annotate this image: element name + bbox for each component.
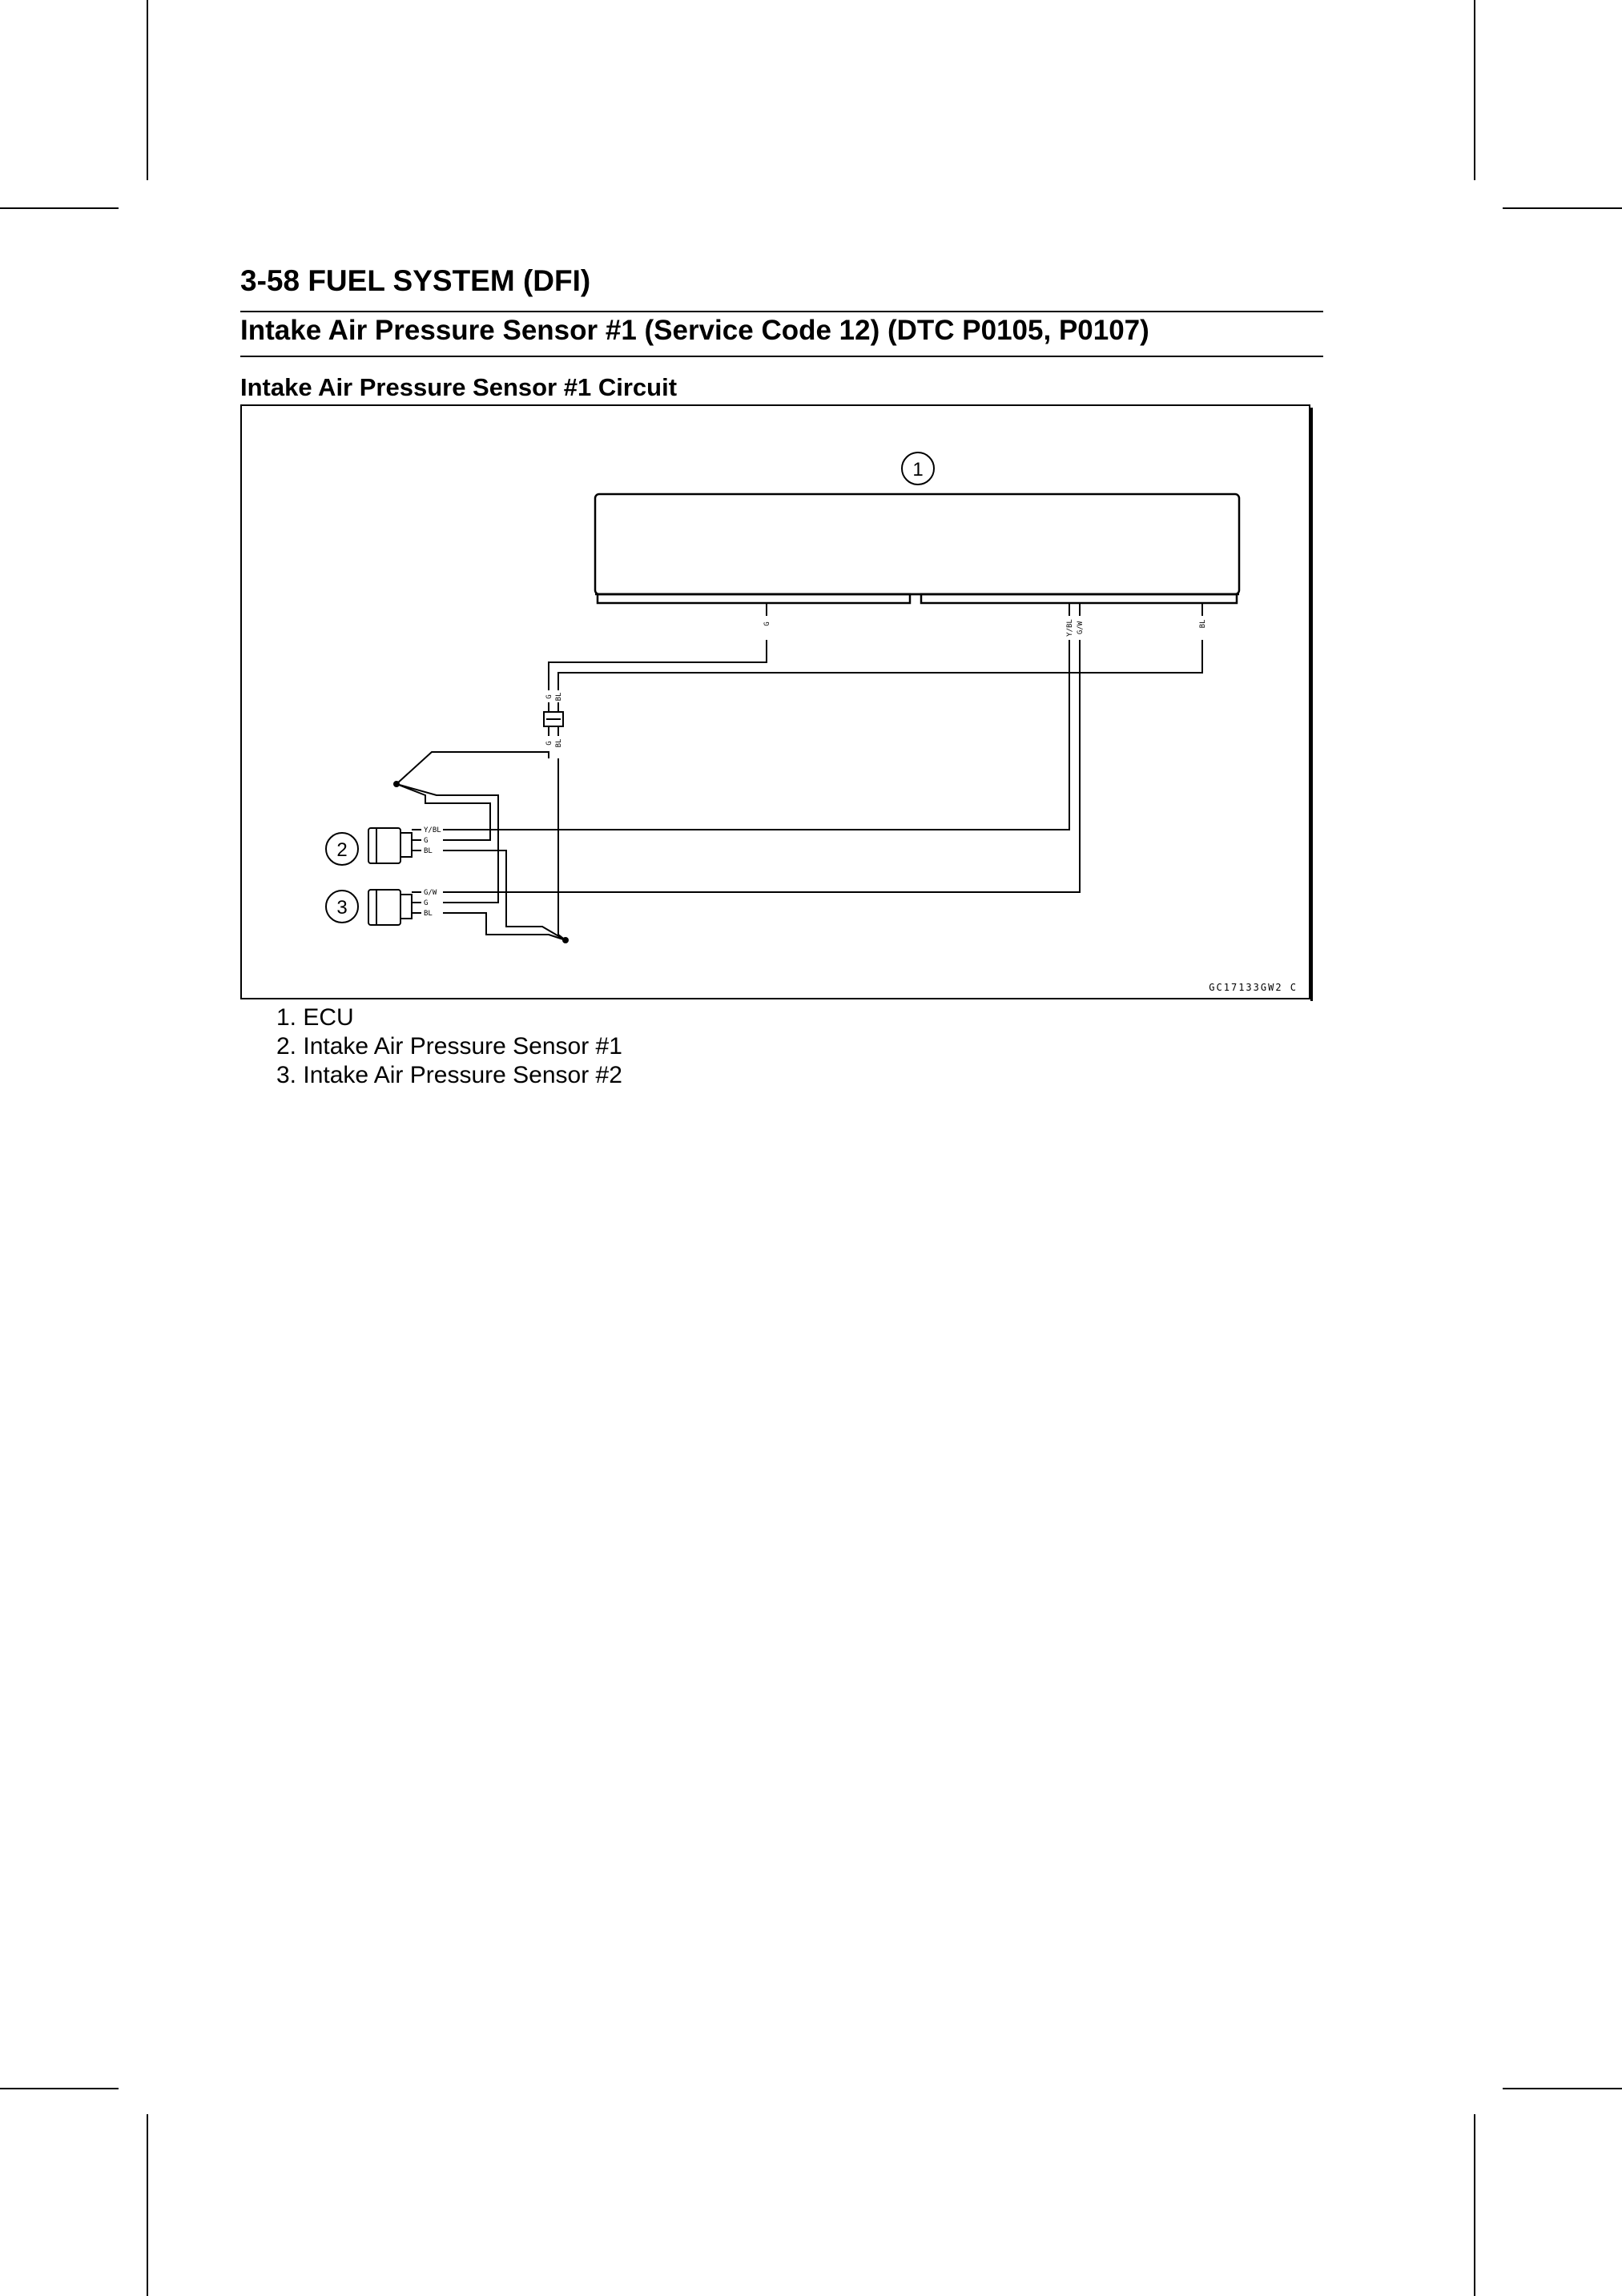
joint-label-g-top: G <box>545 694 553 699</box>
joint-label-bl-bottom: BL <box>555 738 563 748</box>
wire-ybl <box>443 640 1069 830</box>
callout-2-label: 2 <box>336 839 348 861</box>
wire-g-splice <box>396 752 549 784</box>
crop-mark <box>1503 207 1622 209</box>
sensor2-body <box>368 890 400 925</box>
figure-code: GC17133GW2 C <box>1209 982 1298 993</box>
crop-mark <box>147 2114 148 2296</box>
figure-frame <box>240 404 1310 999</box>
crop-mark <box>147 0 148 180</box>
ecu-wire-label-g: G <box>763 621 771 626</box>
joint-label-bl-top: BL <box>555 692 563 702</box>
sensor2-pin-label: BL <box>424 910 433 918</box>
wire-bl <box>558 640 1202 690</box>
sensor1-body <box>368 828 400 863</box>
ecu-wire-label-bl: BL <box>1199 619 1207 629</box>
callout-1-label: 1 <box>912 459 924 481</box>
title-rule <box>240 311 1323 312</box>
callout-3-label: 3 <box>336 897 348 919</box>
topic-title: Intake Air Pressure Sensor #1 (Service Code 12) (DTC P0105, P0107) <box>240 315 1149 346</box>
crop-mark <box>0 2088 119 2089</box>
wire-gw <box>443 640 1080 892</box>
crop-mark <box>1474 0 1475 180</box>
legend-item: 3. Intake Air Pressure Sensor #2 <box>276 1062 622 1088</box>
wire-bl-splice <box>558 758 565 940</box>
legend-item: 2. Intake Air Pressure Sensor #1 <box>276 1033 622 1060</box>
ecu-connector-left <box>598 594 910 603</box>
crop-mark <box>0 207 119 209</box>
ecu-wire-label-ybl: Y/BL <box>1066 619 1074 637</box>
title-rule <box>240 356 1323 357</box>
splice-bl <box>562 937 569 943</box>
sensor2-pin-label: G <box>424 899 429 907</box>
ecu-body <box>595 494 1239 594</box>
sensor1-pin-label: BL <box>424 847 433 855</box>
wire-g <box>549 640 767 690</box>
section-title: 3-58 FUEL SYSTEM (DFI) <box>240 264 591 297</box>
ecu-connector-right <box>921 594 1237 603</box>
splice-g <box>393 781 400 787</box>
ecu-wire-label-gw: G/W <box>1077 621 1085 635</box>
crop-mark <box>1503 2088 1622 2089</box>
legend-item: 1. ECU <box>276 1004 354 1031</box>
sensor1-pin-label: G <box>424 837 429 845</box>
joint-label-g-bottom: G <box>545 741 553 746</box>
circuit-diagram <box>242 406 1309 998</box>
sensor2-pin-label: G/W <box>424 889 437 897</box>
sensor1-pin-label: Y/BL <box>424 826 441 834</box>
figure-title: Intake Air Pressure Sensor #1 Circuit <box>240 373 678 401</box>
crop-mark <box>1474 2114 1475 2296</box>
figure-legend <box>276 1003 622 1090</box>
